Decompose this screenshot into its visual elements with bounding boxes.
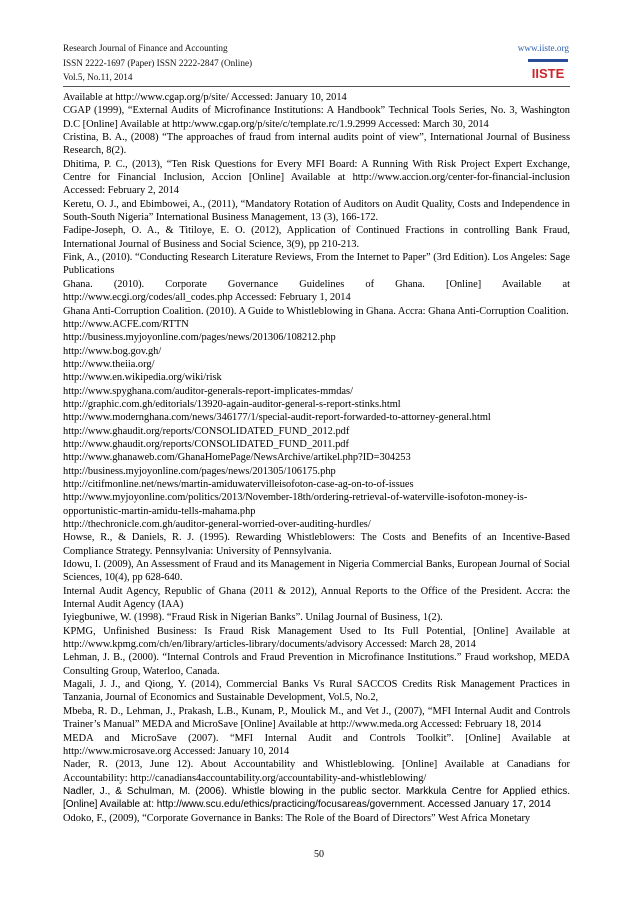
reference-item: Nadler, J., & Schulman, M. (2006). Whistle blowing in the public sector. Markkula Centre for Applied ethics. [Online] Available at: http://www.scu.edu/ethics/practicing/focusareas/government. Accessed January 17, 2014 (63, 785, 570, 811)
reference-link[interactable]: http://www.ghanaweb.com/GhanaHomePage/NewsArchive/artikel.php?ID=304253 (63, 452, 411, 464)
journal-title: Research Journal of Finance and Accounting (63, 43, 228, 53)
reference-item: Ghana Anti-Corruption Coalition. (2010). A Guide to Whistleblowing in Ghana. Accra: Ghana Anti-Corruption Coalition. (63, 305, 569, 317)
reference-item: Nader, R. (2013, June 12). About Accountability and Whistleblowing. [Online] Available at Canadians for Accountability: http://canadians4accountability.org/accountability-and-whistleblowing/ (63, 759, 570, 784)
reference-item: Howse, R., & Daniels, R. J. (1995). Rewarding Whistleblowers: The Costs and Benefits of an Incentive-Based Compliance Strategy. Pennsylvania: University of Pennsylvania. (63, 532, 570, 557)
reference-item: Dhitima, P. C., (2013), “Ten Risk Questions for Every MFI Board: A Running With Risk Project Expert Exchange, Centre for Financial Inclusion, Accion [Online] Available at http://www.accion.org/center-for-financial-inclusion Accessed: February 2, 2014 (63, 158, 570, 197)
reference-item: Internal Audit Agency, Republic of Ghana (2011 & 2012), Annual Reports to the Office of the President. Accra: the Internal Audit Agency (IAA) (63, 585, 570, 611)
logo-bar (528, 59, 568, 62)
reference-link[interactable]: http://www.en.wikipedia.org/wiki/risk (63, 372, 222, 384)
reference-item: Keretu, O. J., and Ebimbowei, A., (2011), “Mandatory Rotation of Auditors on Audit Quality, Costs and Independence in South-South Nigeria” International Business Management, 13 (3), 166-172. (63, 198, 570, 224)
page-number: 50 (314, 849, 324, 860)
reference-link[interactable]: http://www.spyghana.com/auditor-generals-report-implicates-mmdas/ (63, 385, 353, 397)
reference-link[interactable]: http://citifmonline.net/news/martin-amiduwatervilleisofoton-case-ag-on-to-of-issues (63, 478, 414, 490)
reference-item: Fadipe-Joseph, O. A., & Titiloye, E. O. (2012), Application of Continued Fractions in controlling Bank Fraud, International Journal of Business and Social Science, 3(9), pp 210-213. (63, 225, 570, 250)
reference-link[interactable]: http://thechronicle.com.gh/auditor-general-worried-over-auditing-hurdles/ (63, 519, 371, 530)
reference-item: CGAP (1999), “External Audits of Microfinance Institutions: A Handbook” Technical Tools Series, No. 3, Washington D.C [Online] Available at http:/www.cgap.org/p/site/c/template.rc/1.9.2999 Accessed: March 30, 2014 (63, 105, 570, 130)
reference-item: Ghana. (2010). Corporate Governance Guidelines of Ghana. [Online] Available at http://www.ecgi.org/codes/all_codes.php Accessed: February 1, 2014 (63, 278, 570, 304)
reference-item: Iyiegbuniwe, W. (1998). “Fraud Risk in Nigerian Banks”. Unilag Journal of Business, 1(2). (63, 612, 443, 624)
issn-line: ISSN 2222-1697 (Paper) ISSN 2222-2847 (Online) (63, 58, 253, 68)
iiste-logo (527, 57, 569, 81)
reference-item: Lehman, J. B., (2000). “Internal Controls and Fraud Prevention in Microfinance Institutions.” Fraud workshop, MEDA Consulting Group, Waterloo, Canada. (63, 652, 570, 677)
reference-link[interactable]: http://www.myjoyonline.com/politics/2013/November-18th/ordering-retrieval-of-waterville-isofoton-money-is-opportunistic-martin-amidu-tells-mahama.php (63, 492, 528, 517)
logo-text: IISTE (531, 66, 565, 81)
website-link[interactable]: www.iiste.org (517, 43, 569, 53)
volume-line: Vol.5, No.11, 2014 (63, 72, 133, 82)
header-rule (63, 86, 570, 87)
reference-link[interactable]: http://www.theiia.org/ (63, 358, 155, 370)
reference-item: Magali, J. J., and Qiong, Y. (2014), Commercial Banks Vs Rural SACCOS Credits Risk Management Practices in Tanzania, Journal of Economics and Sustainable Development, Vol.5, No.2, (63, 679, 570, 704)
reference-item: KPMG, Unfinished Business: Is Fraud Risk Management Used to Its Full Potential, [Online] Available at http://www.kpmg.com/ch/en/library/articles-library/documents/advisory Accessed: March 28, 2014 (63, 625, 570, 651)
reference-item: Odoko, F., (2009), “Corporate Governance in Banks: The Role of the Board of Directors” West Africa Monetary (63, 812, 531, 824)
reference-link[interactable]: http://www.modernghana.com/news/346177/1/special-audit-report-forwarded-to-attorney-general.html (63, 412, 491, 424)
reference-item: Fink, A., (2010). “Conducting Research Literature Reviews, From the Internet to Paper” (3rd Edition). Los Angeles: Sage Publications (63, 252, 570, 277)
reference-link[interactable]: http://www.ghaudit.org/reports/CONSOLIDATED_FUND_2012.pdf (63, 425, 350, 437)
reference-item: Available at http://www.cgap.org/p/site/ Accessed: January 10, 2014 (63, 92, 347, 103)
reference-link[interactable]: http://business.myjoyonline.com/pages/news/201306/108212.php (63, 332, 336, 344)
reference-item: Idowu, I. (2009), An Assessment of Fraud and its Management in Nigeria Commercial Banks, European Journal of Social Sciences, 10(4), pp 628-640. (63, 559, 570, 584)
reference-item: Cristina, B. A., (2008) “The approaches of fraud from internal audits point of view”, International Journal of Business Research, 8(2). (63, 132, 570, 157)
reference-link[interactable]: http://graphic.com.gh/editorials/13920-again-auditor-general-s-report-stinks.html (63, 398, 401, 410)
reference-item: Mbeba, R. D., Lehman, J., Prakash, L.B., Kunam, P., Moulick M., and Vet J., (2007), “MFI Internal Audit and Controls Trainer’s Manual” MEDA and MicroSave [Online] Available at http://www.meda.org Accessed: February 18, 2014 (63, 705, 570, 731)
reference-item: MEDA and MicroSave (2007). “MFI Internal Audit and Controls Toolkit”. [Online] Available at http://www.microsave.org Accessed: January 10, 2014 (63, 732, 570, 757)
reference-list (63, 91, 570, 825)
reference-link[interactable]: http://www.ACFE.com/RTTN (63, 318, 189, 330)
reference-link[interactable]: http://business.myjoyonline.com/pages/news/201305/106175.php (63, 465, 336, 477)
reference-link[interactable]: http://www.bog.gov.gh/ (63, 345, 162, 357)
reference-link[interactable]: http://www.ghaudit.org/reports/CONSOLIDATED_FUND_2011.pdf (63, 438, 349, 450)
